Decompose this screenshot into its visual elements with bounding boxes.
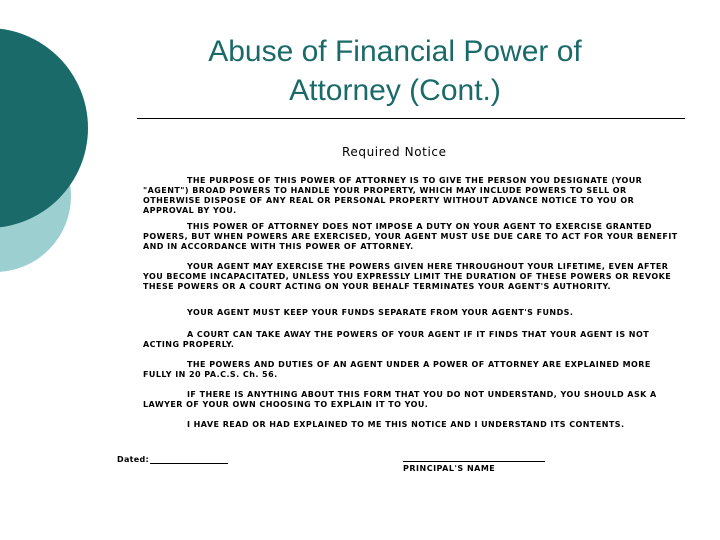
light-teal-circle bbox=[0, 120, 71, 272]
dated-field bbox=[117, 455, 228, 464]
dated-label: Dated: bbox=[117, 455, 150, 464]
slide-title: Abuse of Financial Power of Attorney (Cont.) bbox=[208, 35, 582, 107]
dated-blank-line bbox=[150, 463, 228, 464]
notice-paragraph: THE POWERS AND DUTIES OF AN AGENT UNDER A POWER OF ATTORNEY ARE EXPLAINED MORE FULLY IN 20 PA.C.S. Ch. 56. bbox=[143, 360, 651, 379]
dark-teal-circle bbox=[0, 28, 88, 228]
notice-paragraph: YOUR AGENT MUST KEEP YOUR FUNDS SEPARATE FROM YOUR AGENT'S FUNDS. bbox=[187, 308, 574, 317]
notice-paragraph: A COURT CAN TAKE AWAY THE POWERS OF YOUR AGENT IF IT FINDS THAT YOUR AGENT IS NOT ACTING PROPERLY. bbox=[143, 330, 650, 349]
notice-paragraph: I HAVE READ OR HAD EXPLAINED TO ME THIS NOTICE AND I UNDERSTAND ITS CONTENTS. bbox=[187, 420, 625, 429]
notice-paragraph: IF THERE IS ANYTHING ABOUT THIS FORM THAT YOU DO NOT UNDERSTAND, YOU SHOULD ASK A LAWYER OF YOUR OWN CHOOSING TO EXPLAIN IT TO YOU. bbox=[143, 390, 657, 409]
principal-name-label: PRINCIPAL'S NAME bbox=[403, 464, 496, 473]
notice-paragraph: THE PURPOSE OF THIS POWER OF ATTORNEY IS TO GIVE THE PERSON YOU DESIGNATE (YOUR "AGENT") BROAD POWERS TO HANDLE YOUR PROPERTY, WHICH MAY INCLUDE POWERS TO SELL OR OTHERWISE DISPOSE OF ANY REAL OR PERSONAL PROPERTY WITHOUT ADVANCE NOTICE TO YOU OR APPROVAL BY YOU. bbox=[143, 176, 643, 215]
title-divider bbox=[137, 118, 685, 119]
notice-paragraph: THIS POWER OF ATTORNEY DOES NOT IMPOSE A DUTY ON YOUR AGENT TO EXERCISE GRANTED POWERS, BUT WHEN POWERS ARE EXERCISED, YOUR AGENT MUST USE DUE CARE TO ACT FOR YOUR BENEFIT AND IN ACCORDANCE WITH THIS POWER OF ATTORNEY. bbox=[143, 222, 678, 251]
principal-signature-line bbox=[403, 461, 545, 462]
notice-paragraph: YOUR AGENT MAY EXERCISE THE POWERS GIVEN HERE THROUGHOUT YOUR LIFETIME, EVEN AFTER YOU BECOME INCAPACITATED, UNLESS YOU EXPRESSLY LIMIT THE DURATION OF THESE POWERS OR REVOKE THESE POWERS OR A COURT ACTING ON YOUR BEHALF TERMINATES YOUR AGENT'S AUTHORITY. bbox=[143, 262, 672, 291]
notice-heading: Required Notice bbox=[342, 145, 447, 159]
